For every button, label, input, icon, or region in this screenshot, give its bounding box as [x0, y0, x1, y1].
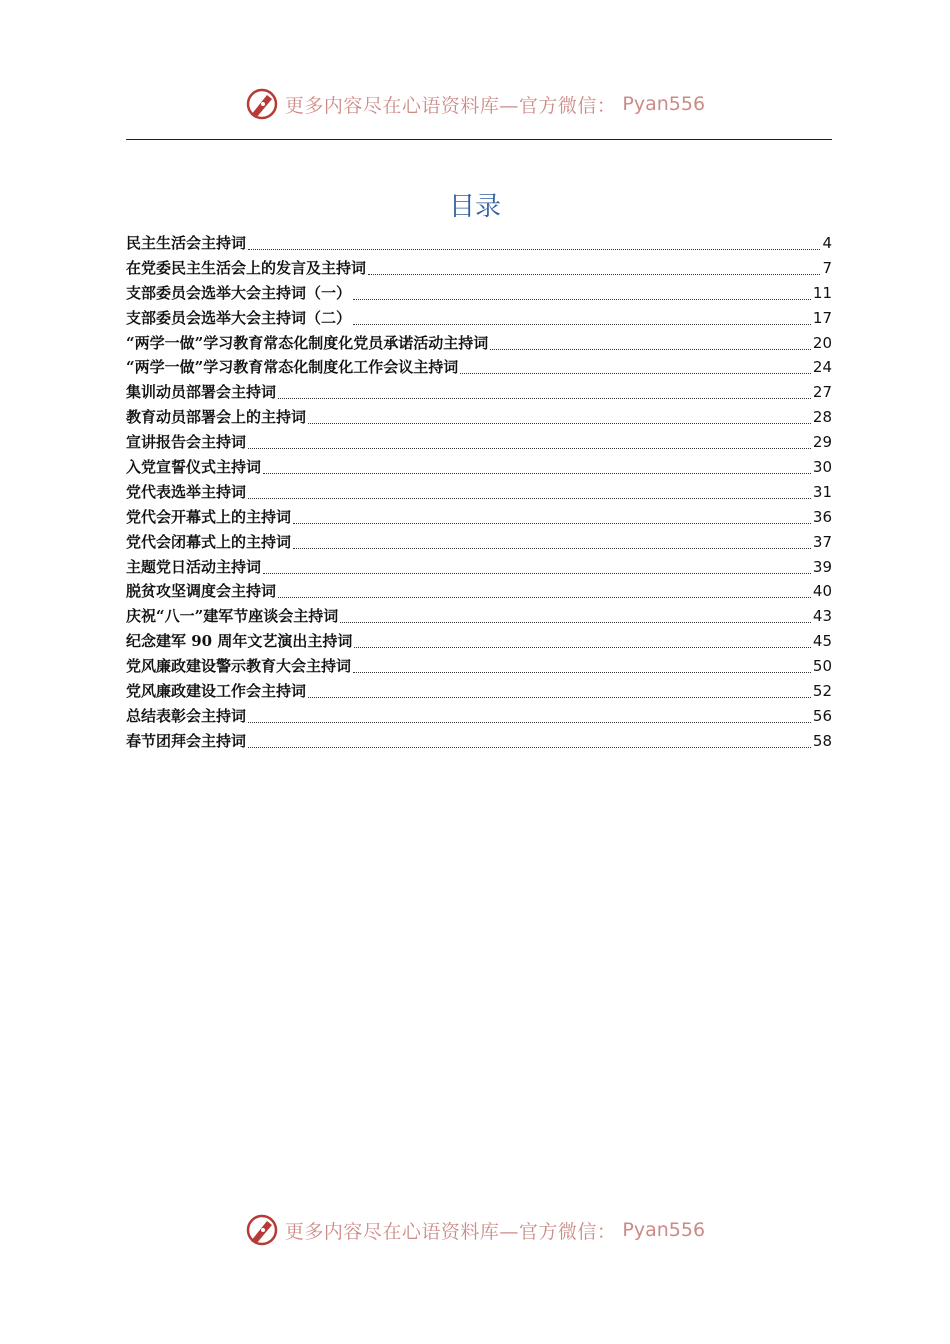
toc-leader-dots [354, 647, 811, 648]
toc-entry-title: 党风廉政建设工作会主持词 [126, 682, 307, 701]
toc-entry-page: 27 [812, 383, 832, 402]
toc-leader-dots [278, 398, 811, 399]
toc-entry[interactable] [126, 505, 832, 530]
toc-entry-title: 宣讲报告会主持词 [126, 433, 247, 452]
toc-entry[interactable] [126, 555, 832, 580]
toc-leader-dots [353, 299, 811, 300]
toc-entry-page: 39 [812, 557, 832, 576]
toc-entry-page: 37 [812, 532, 832, 551]
toc-entry[interactable] [126, 430, 832, 455]
toc-leader-dots [248, 249, 820, 250]
toc-entry-page: 20 [812, 333, 832, 352]
toc-entry-page: 36 [812, 507, 832, 526]
table-of-contents [126, 231, 832, 754]
toc-leader-dots [278, 597, 811, 598]
toc-entry-title: 教育动员部署会上的主持词 [126, 408, 307, 427]
toc-leader-dots [490, 349, 811, 350]
footer-banner [0, 1210, 950, 1250]
toc-entry-title: 党代会闭幕式上的主持词 [126, 532, 292, 551]
toc-entry[interactable] [126, 256, 832, 281]
toc-entry[interactable] [126, 530, 832, 555]
toc-entry[interactable] [126, 331, 832, 356]
toc-entry-page: 45 [812, 632, 832, 651]
toc-leader-dots [248, 747, 811, 748]
toc-leader-dots [248, 498, 811, 499]
toc-leader-dots [308, 423, 811, 424]
toc-entry-title: 党风廉政建设警示教育大会主持词 [126, 657, 352, 676]
toc-entry-title: 在党委民主生活会上的发言及主持词 [126, 258, 367, 277]
pen-nib-logo-icon [245, 1213, 279, 1247]
toc-entry-title: 脱贫攻坚调度会主持词 [126, 582, 277, 601]
toc-title: 目录 [448, 192, 501, 222]
toc-entry[interactable] [126, 355, 832, 380]
toc-entry-page: 11 [812, 283, 832, 302]
toc-entry-page: 28 [812, 408, 832, 427]
toc-entry[interactable] [126, 604, 832, 629]
toc-leader-dots [340, 622, 811, 623]
toc-leader-dots [263, 473, 811, 474]
toc-entry-title: 集训动员部署会主持词 [126, 383, 277, 402]
pen-nib-logo-icon [245, 87, 279, 121]
toc-entry-title: “两学一做”学习教育常态化制度化工作会议主持词 [126, 358, 459, 377]
toc-leader-dots [308, 697, 811, 698]
toc-leader-dots [263, 573, 811, 574]
toc-entry-title: 民主生活会主持词 [126, 234, 247, 252]
toc-entry-title: 总结表彰会主持词 [126, 706, 247, 725]
toc-entry[interactable] [126, 679, 832, 704]
toc-entry[interactable] [126, 231, 832, 256]
toc-entry-title: 支部委员会选举大会主持词（二） [126, 308, 352, 327]
toc-entry[interactable] [126, 654, 832, 679]
toc-entry[interactable] [126, 629, 832, 654]
header-divider [126, 139, 832, 140]
toc-entry-title: 纪念建军 90 周年文艺演出主持词 [126, 632, 353, 651]
toc-entry-page: 52 [812, 682, 832, 701]
header-banner-text: 更多内容尽在心语资料库—官方微信： [284, 94, 617, 117]
toc-leader-dots [368, 274, 820, 275]
toc-leader-dots [460, 373, 811, 374]
toc-entry[interactable] [126, 405, 832, 430]
toc-leader-dots [248, 722, 811, 723]
toc-entry[interactable] [126, 306, 832, 331]
toc-entry-page: 58 [812, 731, 832, 750]
toc-leader-dots [353, 324, 811, 325]
toc-entry[interactable] [126, 480, 832, 505]
toc-leader-dots [248, 448, 811, 449]
toc-entry-title: 入党宣誓仪式主持词 [126, 458, 262, 477]
toc-entry-title: 党代会开幕式上的主持词 [126, 507, 292, 526]
toc-entry-page: 40 [812, 582, 832, 601]
header-wechat-id: Pyan556 [622, 93, 706, 115]
toc-entry-title: 春节团拜会主持词 [126, 731, 247, 750]
toc-entry-page: 17 [812, 308, 832, 327]
toc-entry-title: 党代表选举主持词 [126, 482, 247, 501]
footer-wechat-id: Pyan556 [622, 1219, 706, 1241]
footer-banner-text: 更多内容尽在心语资料库—官方微信： [284, 1220, 617, 1243]
header-banner [0, 84, 950, 124]
toc-entry[interactable] [126, 704, 832, 729]
toc-entry[interactable] [126, 281, 832, 306]
toc-entry[interactable] [126, 455, 832, 480]
toc-entry-title: 主题党日活动主持词 [126, 557, 262, 576]
toc-leader-dots [293, 523, 811, 524]
toc-leader-dots [353, 672, 811, 673]
toc-entry-page: 30 [812, 458, 832, 477]
toc-entry[interactable] [126, 729, 832, 754]
toc-entry-page: 29 [812, 433, 832, 452]
toc-entry-page: 4 [822, 234, 832, 252]
toc-entry-page: 56 [812, 706, 832, 725]
toc-entry[interactable] [126, 380, 832, 405]
toc-leader-dots [293, 548, 811, 549]
toc-entry-page: 31 [812, 482, 832, 501]
toc-entry-page: 50 [812, 657, 832, 676]
toc-entry-title: “两学一做”学习教育常态化制度化党员承诺活动主持词 [126, 333, 489, 352]
toc-entry-title: 庆祝“八一”建军节座谈会主持词 [126, 607, 339, 626]
toc-entry-page: 24 [812, 358, 832, 377]
toc-entry-page: 43 [812, 607, 832, 626]
toc-entry-page: 7 [822, 258, 832, 277]
toc-entry-title: 支部委员会选举大会主持词（一） [126, 283, 352, 302]
toc-entry[interactable] [126, 579, 832, 604]
